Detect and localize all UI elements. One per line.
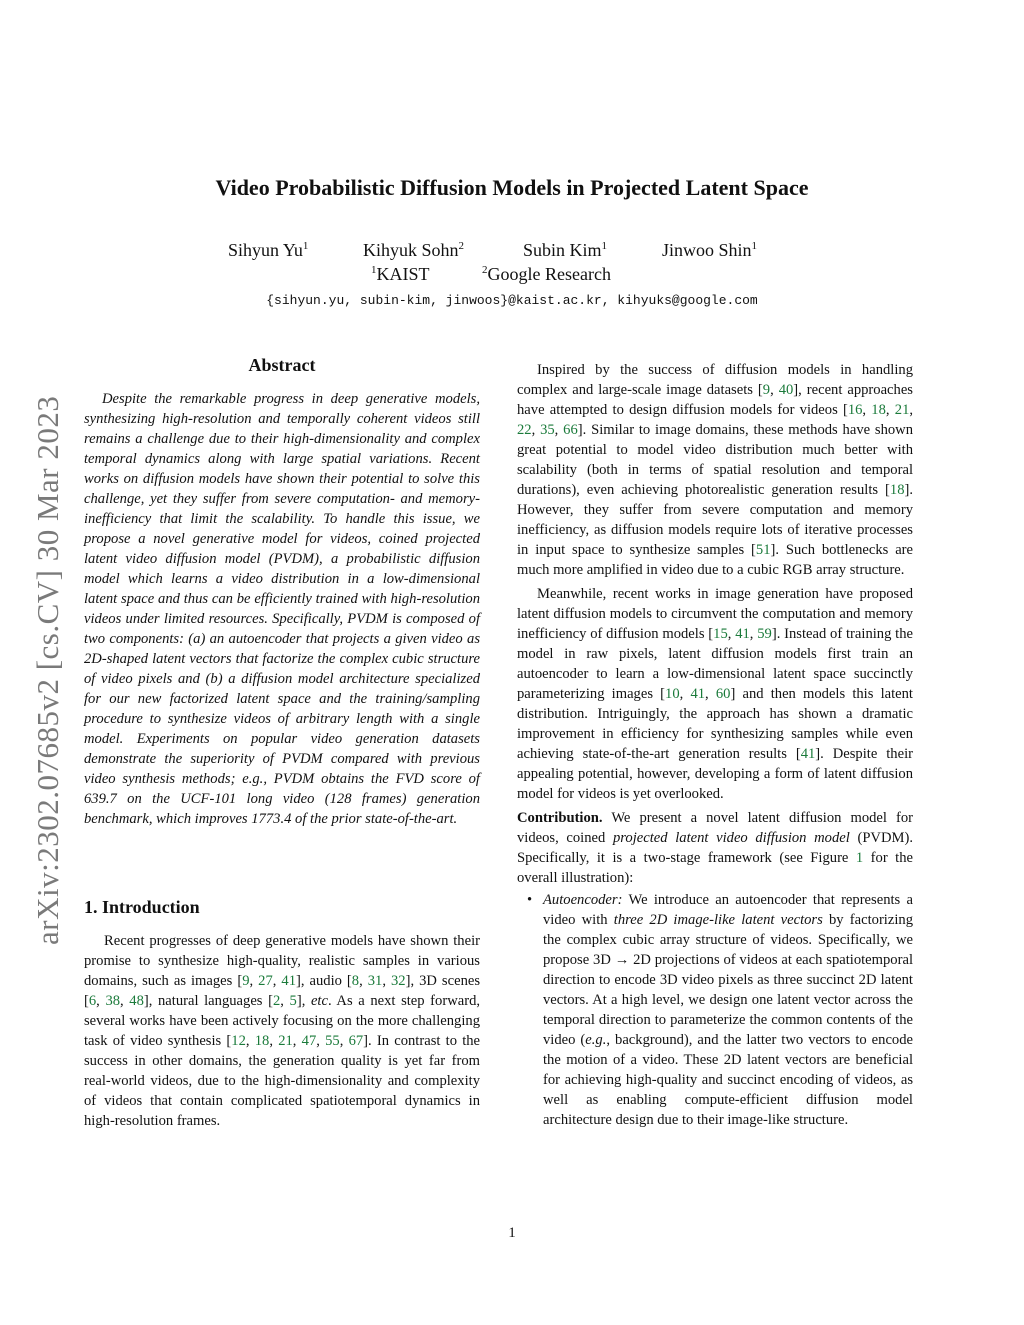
right-paragraph-1 [517, 360, 913, 580]
text-run: , [531, 422, 541, 438]
text-run: , [359, 973, 368, 989]
text-run: , [292, 1033, 302, 1049]
citation-link[interactable]: 12 [231, 1033, 246, 1049]
author-sup: 1 [302, 240, 309, 252]
text-run: We introduce an autoencoder that represents a video with [543, 892, 913, 928]
text-run: , [316, 1033, 326, 1049]
introduction-heading: 1. Introduction [84, 897, 200, 917]
text-run: We present a novel latent diffusion model for videos, coined [517, 810, 913, 846]
text-run: , [249, 973, 259, 989]
author-3 [523, 240, 607, 261]
citation-link[interactable]: 15 [713, 626, 728, 642]
figure-link[interactable]: 1 [855, 850, 864, 866]
intro-paragraph-1 [84, 931, 480, 1131]
bullet-label: Autoencoder: [543, 892, 623, 908]
text-run: , [382, 973, 391, 989]
abstract-heading: Abstract [248, 355, 316, 375]
text-run: , [280, 993, 290, 1009]
text-run: Inspired by the success of diffusion models in handling complex and large-scale image datasets [ [517, 362, 913, 398]
citation-link[interactable]: 2 [272, 993, 281, 1009]
affiliation-2 [482, 264, 611, 285]
text-run: , [269, 1033, 279, 1049]
author-sup: 2 [458, 240, 465, 252]
text-run: , [120, 993, 130, 1009]
abstract-text: Despite the remarkable progress in deep generative models, synthesizing high-resolution and temporally coherent videos still remains a challenge due to their high-dimensionality and complex temporal dynamics along with large spatial variations. Recent works on diffusion models have shown their potential to solve this challenge, yet they suffer from severe computation- and memory-inefficiency that limit the scalability. To handle this issue, we propose a novel generative model for videos, coined projected latent video diffusion model (PVDM), a probabilistic diffusion model which learns a video distribution in a low-dimensional latent space and thus can be efficiently trained with high-resolution videos under limited resources. Specifically, PVDM is composed of two components: (a) an autoencoder that projects a given video as 2D-shaped latent vectors that factorize the complex cubic structure of video pixels and (b) a diffusion model architecture specialized for our new factorized latent space and the training/sampling procedure to synthesize videos of arbitrary length with a single model. Experiments on popular video generation datasets demonstrate the superiority of PVDM compared with previous video synthesis methods; e.g., PVDM obtains the FVD score of 639.7 on the UCF-101 long video (128 frames) generation benchmark, which improves 1773.4 of the prior state-of-the-art. [84, 391, 480, 827]
right-paragraph-2 [517, 584, 913, 804]
emphasis-text: three 2D image-like latent vectors [613, 912, 823, 928]
citation-link[interactable]: 22 [517, 422, 532, 438]
citation-link[interactable]: 27 [258, 973, 273, 989]
author-name: Kihyuk Sohn [363, 240, 459, 260]
citation-link[interactable]: 60 [715, 686, 731, 702]
affiliation-sup: 2 [482, 264, 488, 276]
citation-link[interactable]: 59 [757, 626, 772, 642]
citation-link[interactable]: 40 [778, 382, 794, 398]
author-emails: {sihyun.yu, subin-kim, jinwoos}@kaist.ac.kr, kihyuks@google.com [266, 293, 758, 308]
citation-link[interactable]: 8 [351, 973, 360, 989]
author-name: Subin Kim [523, 240, 602, 260]
text-run: ]. Similar to image domains, these methods have shown great potential to model video distribution much better with scalability (both in terms of spatial resolution and temporal durations), even achieving photorealistic generation results [ [517, 422, 914, 498]
paper-title: Video Probabilistic Diffusion Models in Projected Latent Space [215, 175, 809, 200]
citation-link[interactable]: 5 [289, 993, 297, 1009]
bullet-icon: • [527, 892, 533, 908]
affiliation-sup: 1 [371, 264, 377, 276]
author-4 [662, 240, 757, 261]
left-column [84, 355, 480, 1131]
affiliation-1 [371, 264, 430, 285]
text-run: . As a next step forward, several works have been actively focusing on the more challenging task of video synthesis [ [84, 993, 481, 1049]
text-run: , [339, 1033, 349, 1049]
citation-link[interactable]: 31 [367, 973, 383, 989]
citation-link[interactable]: 51 [755, 542, 771, 558]
citation-link[interactable]: 67 [348, 1033, 364, 1049]
author-2 [363, 240, 464, 261]
contribution-paragraph [517, 808, 913, 888]
emphasis-eg: e.g. [585, 1032, 607, 1048]
arxiv-identifier: arXiv:2302.07685v2 [cs.CV] 30 Mar 2023 [30, 395, 65, 945]
citation-link[interactable]: 41 [735, 626, 750, 642]
text-run: ] and then models this latent distribution. Intriguingly, the approach has shown a dramatic improvement in efficiency for synthesizing samples while even achieving state-of-the-art generation results [ [517, 686, 913, 762]
contribution-label: Contribution. [517, 810, 603, 826]
text-run: ], [296, 993, 311, 1009]
text-run: for the overall illustration): [517, 850, 913, 886]
citation-link[interactable]: 10 [665, 686, 680, 702]
text-run: , [679, 686, 691, 702]
text-run: , [272, 973, 282, 989]
citation-link[interactable]: 9 [762, 382, 771, 398]
citation-link[interactable]: 6 [88, 993, 97, 1009]
text-run: by factorizing the complex cubic array structure of videos. Specifically, we propose 3D → 2D projections of videos at each spatiotemporal direction to encode 3D video pixels as three succinct 2D latent vectors. At a high level, we design one latent vector across the temporal direction to parameterize the common contents of the video ( [543, 912, 913, 1048]
text-run: ]. However, they suffer from severe computation and memory inefficiency, as diffusion models require lots of iterative processes in input space to synthesize samples [ [517, 482, 913, 558]
citation-link[interactable]: 47 [301, 1033, 317, 1049]
citation-link[interactable]: 9 [242, 973, 250, 989]
text-run: , background), and the latter two vectors to encode the motion of a video. These 2D latent vectors are beneficial for achieving high-quality and succinct encoding of videos, as well as enabling compute-efficient diffusion model architecture design due to their image-like structure. [543, 1032, 914, 1128]
text-run: ], natural languages [ [143, 993, 273, 1009]
citation-link[interactable]: 48 [129, 993, 144, 1009]
citation-link[interactable]: 41 [800, 746, 816, 762]
author-sup: 1 [601, 240, 608, 252]
text-run: , [909, 402, 914, 418]
author-name: Jinwoo Shin [662, 240, 752, 260]
citation-link[interactable]: 18 [889, 482, 905, 498]
citation-link[interactable]: 35 [540, 422, 555, 438]
right-column [517, 360, 913, 1130]
text-run: , [862, 402, 872, 418]
author-name: Sihyun Yu [228, 240, 303, 260]
text-run: , [770, 382, 779, 398]
text-run: ]. Such bottlenecks are much more amplified in video due to a cubic RGB array structure. [517, 542, 914, 578]
text-run: , [96, 993, 106, 1009]
citation-link[interactable]: 21 [894, 402, 910, 418]
author-sup: 1 [751, 240, 758, 252]
affiliation-name: KAIST [376, 264, 430, 284]
list-item [517, 890, 913, 1130]
citation-link[interactable]: 66 [563, 422, 578, 438]
contribution-list [517, 890, 913, 1130]
text-run: , [554, 422, 564, 438]
citation-link[interactable]: 41 [690, 686, 706, 702]
text-run: ]. In contrast to the success in other domains, the generation quality is yet far from real-world videos, due to the high-dimensionality and complexity of videos that contain complicated spatiotemporal dynamics in high-resolution frames. [84, 1033, 481, 1129]
citation-link[interactable]: 41 [281, 973, 296, 989]
text-run: ], 3D scenes [ [84, 973, 481, 1009]
text-run: Meanwhile, recent works in image generation have proposed latent diffusion models to circumvent the computation and memory inefficiency of diffusion models [ [517, 586, 913, 642]
citation-link[interactable]: 16 [847, 402, 863, 418]
author-1 [228, 240, 308, 261]
affiliation-name: Google Research [487, 264, 611, 284]
citation-link[interactable]: 21 [278, 1033, 293, 1049]
citation-link[interactable]: 32 [391, 973, 406, 989]
text-run: , [245, 1033, 255, 1049]
text-run: , [727, 626, 736, 642]
text-run: , [705, 686, 716, 702]
citation-link[interactable]: 55 [325, 1033, 340, 1049]
citation-link[interactable]: 18 [871, 402, 886, 418]
emphasis-etc: etc [310, 993, 328, 1009]
citation-link[interactable]: 18 [254, 1033, 270, 1049]
text-run: Recent progresses of deep generative models have shown their promise to synthesize high-quality, realistic samples in various domains, such as images [ [84, 933, 480, 989]
text-run: ], recent approaches have attempted to design diffusion models for videos [ [517, 382, 913, 418]
text-run: (PVDM). Specifically, it is a two-stage framework (see Figure [517, 830, 913, 866]
emphasis-text: projected latent video diffusion model [612, 830, 850, 846]
page-number: 1 [508, 1225, 516, 1241]
text-run: , [749, 626, 758, 642]
text-run: , [885, 402, 895, 418]
text-run: ]. Despite their appealing potential, however, developing a form of latent diffusion model for videos is yet overlooked. [517, 746, 913, 802]
text-run: ], audio [ [296, 973, 352, 989]
citation-link[interactable]: 38 [105, 993, 121, 1009]
text-run: ]. Instead of training the model in raw pixels, latent diffusion models first train an autoencoder to learn a low-dimensional latent space succinctly parameterizing images [ [517, 626, 913, 702]
